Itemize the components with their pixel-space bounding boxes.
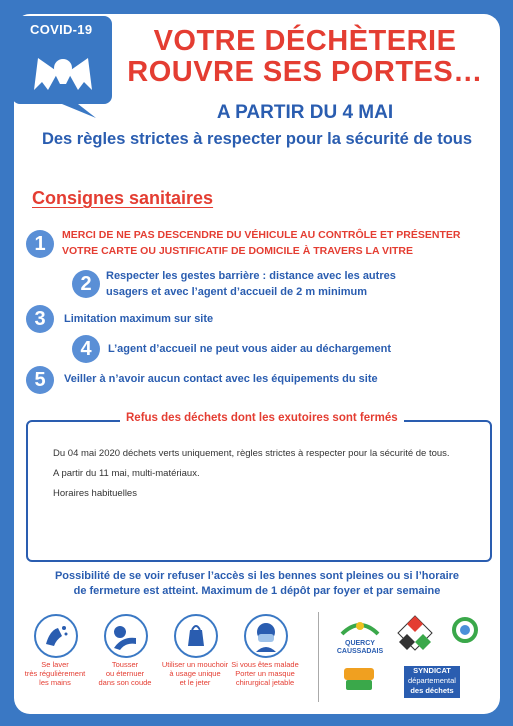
gesture-caption-2: Tousser ou éternuer dans son coude: [98, 660, 152, 687]
reopening-date: A PARTIR DU 4 MAI: [216, 102, 394, 123]
rule-4: L’agent d’accueil ne peut vous aider au déchargement: [108, 343, 392, 355]
syndicat-logo: SYNDICAT départemental des déchets: [404, 666, 460, 698]
badge-label: COVID-19: [30, 22, 93, 37]
qrga-logo: [450, 616, 480, 650]
tissue-icon: [174, 614, 218, 658]
cough-elbow-icon: [104, 614, 148, 658]
quercy-logo-text: QUERCY CAUSSADAIS: [336, 640, 384, 655]
section-title: Consignes sanitaires: [32, 188, 214, 208]
refus-line-2: A partir du 11 mai, multi-matériaux.: [53, 468, 200, 479]
rule-1: MERCI DE NE PAS DESCENDRE DU VÉHICULE AU CONTRÔLE ET PRÉSENTER VOTRE CARTE OU JUSTIFICATIF DE DOMICILE À TRAVERS LA VITRE: [62, 229, 461, 257]
rule-number-5: 5: [26, 366, 54, 394]
rule-3: Limitation maximum sur site: [64, 313, 214, 325]
gesture-caption-1: Se laver très régulièrement les mains: [24, 660, 86, 687]
rule-number-4: 4: [72, 335, 100, 363]
rule-5: Veiller à n’avoir aucun contact avec les équipements du site: [64, 373, 378, 385]
refus-line-3: Horaires habituelles: [53, 488, 137, 499]
quercy-logo: [338, 614, 382, 640]
gesture-caption-3: Utiliser un mouchoir à usage unique et le jeter: [161, 660, 229, 687]
checkered-logo: [396, 614, 434, 652]
divider: [318, 612, 319, 702]
mask-icon: [244, 614, 288, 658]
community-logo: [342, 662, 376, 696]
gesture-caption-4: Si vous êtes malade Porter un masque chirurgical jetable: [231, 660, 299, 687]
subtitle: Des règles strictes à respecter pour la sécurité de tous: [41, 130, 473, 148]
rule-number-1: 1: [26, 230, 54, 258]
rule-number-3: 3: [26, 305, 54, 333]
refus-title: Refus des déchets dont les exutoires sont fermés: [120, 412, 404, 424]
rule-2: Respecter les gestes barrière : distance avec les autres usagers et avec l’agent d’accueil de 2 m minimum: [106, 270, 396, 298]
page-title: VOTRE DÉCHÈTERIE ROUVRE SES PORTES…: [127, 25, 483, 88]
refus-line-1: Du 04 mai 2020 déchets verts uniquement, règles strictes à respecter pour la sécurité de tous.: [53, 448, 450, 459]
rule-number-2: 2: [72, 270, 100, 298]
access-note: Possibilité de se voir refuser l’accès si les bennes sont pleines ou si l’horaire de fermeture est atteint. Maximum de 1 dépôt par foyer et par semaine: [54, 570, 460, 597]
handwash-icon: [34, 614, 78, 658]
